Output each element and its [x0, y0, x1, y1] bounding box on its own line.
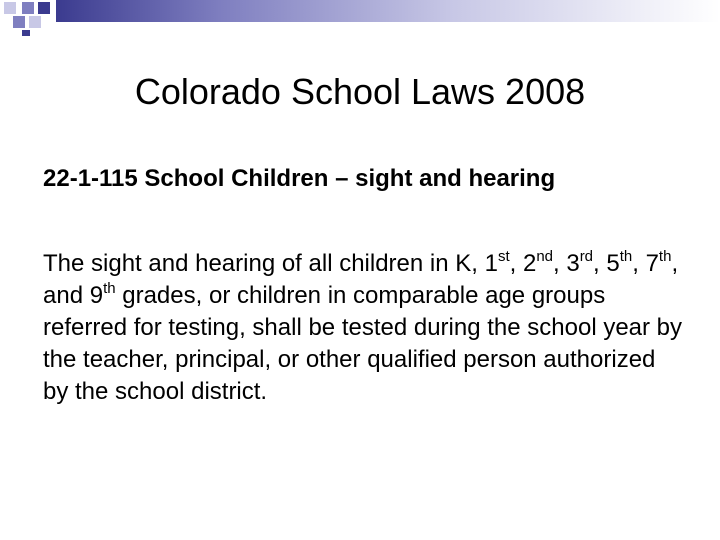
body-text-segment: , 7 [632, 250, 659, 277]
body-text-segment: , and 9 [43, 250, 679, 309]
ordinal-suffix: rd [579, 248, 594, 265]
body-text-segment: The sight and hearing of all children in K, 1 [43, 250, 498, 277]
decoration-square [22, 2, 34, 14]
decoration-square [22, 30, 30, 36]
body-text-segment: , 3 [553, 250, 580, 277]
ordinal-suffix: th [103, 280, 116, 297]
ordinal-suffix: nd [536, 248, 553, 265]
ordinal-suffix: th [658, 248, 672, 265]
body-text-segment: grades, or children in comparable age groups referred for testing, shall be tested during the school year by the teacher, principal, or other qualified person authorized by the school district. [43, 282, 683, 405]
header-decoration [0, 0, 720, 36]
ordinal-suffix: st [497, 248, 510, 265]
body-text-segment: , 2 [509, 250, 537, 277]
decoration-square [29, 16, 41, 28]
ordinal-suffix: th [619, 248, 633, 265]
body-text-segment: , 5 [593, 250, 620, 277]
decoration-square [4, 2, 16, 14]
law-body-text [43, 248, 683, 408]
slide-title: Colorado School Laws 2008 [134, 71, 586, 112]
section-heading: 22-1-115 School Children – sight and hearing [43, 165, 556, 192]
decoration-square [38, 2, 50, 14]
decoration-square [13, 16, 25, 28]
decoration-gradient-strip [56, 0, 720, 22]
